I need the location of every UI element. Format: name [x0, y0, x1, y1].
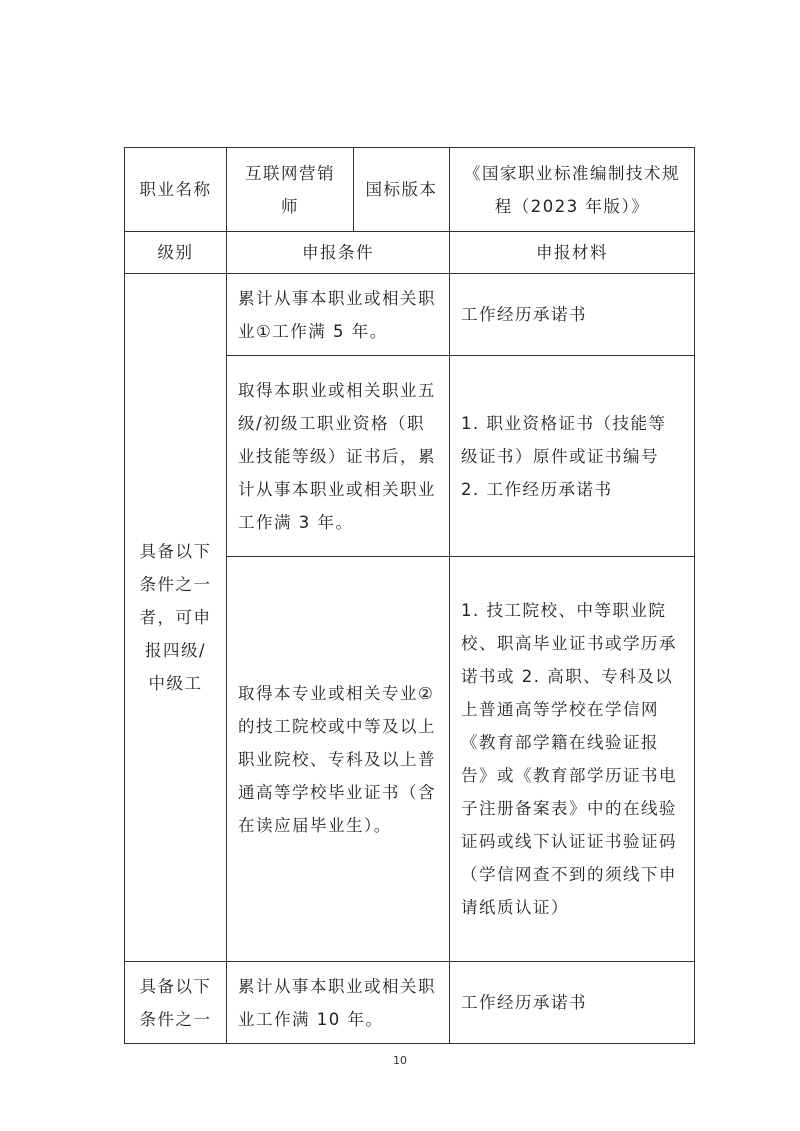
level-cell-intermediate: 具备以下条件之一者，可申报四级/中级工 [125, 274, 227, 962]
condition-cell: 取得本专业或相关专业②的技工院校或中等及以上职业院校、专科及以上普通高等学校毕业证书（含在读应届毕业生）。 [227, 557, 450, 962]
page-number: 10 [393, 1054, 407, 1067]
level-cell-next: 具备以下条件之一 [125, 962, 227, 1044]
material-cell: 工作经历承诺书 [450, 274, 695, 356]
standard-label: 国标版本 [354, 148, 450, 232]
material-cell: 工作经历承诺书 [450, 962, 695, 1044]
occupation-value: 互联网营销师 [227, 148, 354, 232]
materials-column-header: 申报材料 [450, 232, 695, 274]
material-line: 2. 工作经历承诺书 [461, 479, 613, 499]
material-line: 1. 职业资格证书（技能等级证书）原件或证书编号 [461, 413, 667, 466]
standard-value: 《国家职业标准编制技术规程（2023 年版）》 [450, 148, 695, 232]
header-row [125, 148, 695, 232]
conditions-column-header: 申报条件 [227, 232, 450, 274]
table-row [125, 962, 695, 1044]
application-requirements-table [124, 147, 695, 1044]
occupation-label: 职业名称 [125, 148, 227, 232]
condition-cell: 取得本职业或相关职业五级/初级工职业资格（职业技能等级）证书后，累计从事本职业或相关职业工作满 3 年。 [227, 356, 450, 557]
level-column-header: 级别 [125, 232, 227, 274]
column-header-row [125, 232, 695, 274]
condition-cell: 累计从事本职业或相关职业①工作满 5 年。 [227, 274, 450, 356]
table-row [125, 274, 695, 356]
material-cell: 1. 技工院校、中等职业院校、职高毕业证书或学历承诺书或 2. 高职、专科及以上普通高等学校在学信网《教育部学籍在线验证报告》或《教育部学历证书电子注册备案表》中的在线验证码或线下认证证书验证码（学信网查不到的须线下申请纸质认证） [450, 557, 695, 962]
material-cell [450, 356, 695, 557]
condition-cell: 累计从事本职业或相关职业工作满 10 年。 [227, 962, 450, 1044]
